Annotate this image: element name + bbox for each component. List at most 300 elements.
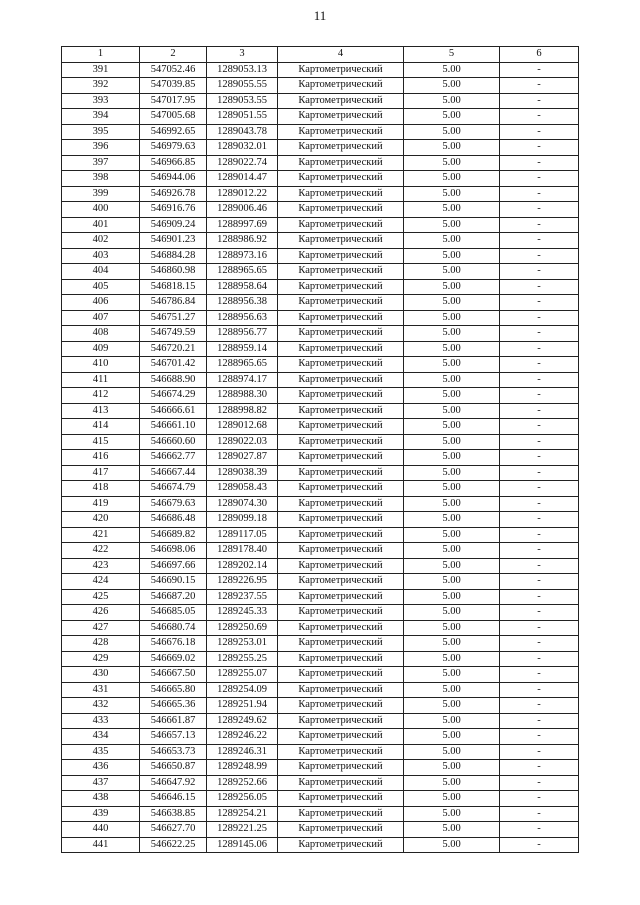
accuracy-cell: 5.00	[404, 93, 500, 109]
note-cell: -	[500, 481, 579, 497]
point-number-cell: 403	[62, 248, 140, 264]
method-cell: Картометрический	[278, 171, 404, 187]
table-row	[62, 729, 579, 745]
x-coordinate-cell: 546786.84	[140, 295, 207, 311]
y-coordinate-cell: 1289178.40	[207, 543, 278, 559]
accuracy-cell: 5.00	[404, 202, 500, 218]
point-number-cell: 402	[62, 233, 140, 249]
note-cell: -	[500, 186, 579, 202]
table-row	[62, 760, 579, 776]
table-row	[62, 589, 579, 605]
y-coordinate-cell: 1289027.87	[207, 450, 278, 466]
x-coordinate-cell: 546657.13	[140, 729, 207, 745]
method-cell: Картометрический	[278, 450, 404, 466]
accuracy-cell: 5.00	[404, 651, 500, 667]
note-cell: -	[500, 434, 579, 450]
point-number-cell: 401	[62, 217, 140, 233]
y-coordinate-cell: 1289074.30	[207, 496, 278, 512]
note-cell: -	[500, 620, 579, 636]
x-coordinate-cell: 546667.44	[140, 465, 207, 481]
method-cell: Картометрический	[278, 713, 404, 729]
x-coordinate-cell: 546749.59	[140, 326, 207, 342]
table-row	[62, 667, 579, 683]
point-number-cell: 433	[62, 713, 140, 729]
y-coordinate-cell: 1289053.13	[207, 62, 278, 78]
method-cell: Картометрический	[278, 729, 404, 745]
table-row	[62, 341, 579, 357]
point-number-cell: 430	[62, 667, 140, 683]
table-row	[62, 403, 579, 419]
y-coordinate-cell: 1289254.21	[207, 806, 278, 822]
accuracy-cell: 5.00	[404, 667, 500, 683]
method-cell: Картометрический	[278, 357, 404, 373]
accuracy-cell: 5.00	[404, 527, 500, 543]
x-coordinate-cell: 546751.27	[140, 310, 207, 326]
accuracy-cell: 5.00	[404, 682, 500, 698]
y-coordinate-cell: 1288956.77	[207, 326, 278, 342]
table-body	[62, 62, 579, 853]
note-cell: -	[500, 450, 579, 466]
table-row	[62, 372, 579, 388]
y-coordinate-cell: 1288958.64	[207, 279, 278, 295]
table-row	[62, 279, 579, 295]
method-cell: Картометрический	[278, 543, 404, 559]
note-cell: -	[500, 527, 579, 543]
table-row	[62, 682, 579, 698]
point-number-cell: 416	[62, 450, 140, 466]
note-cell: -	[500, 543, 579, 559]
note-cell: -	[500, 605, 579, 621]
method-cell: Картометрический	[278, 589, 404, 605]
x-coordinate-cell: 546685.05	[140, 605, 207, 621]
x-coordinate-cell: 546676.18	[140, 636, 207, 652]
table-row	[62, 744, 579, 760]
point-number-cell: 404	[62, 264, 140, 280]
y-coordinate-cell: 1289250.69	[207, 620, 278, 636]
point-number-cell: 431	[62, 682, 140, 698]
y-coordinate-cell: 1289251.94	[207, 698, 278, 714]
note-cell: -	[500, 682, 579, 698]
y-coordinate-cell: 1289038.39	[207, 465, 278, 481]
point-number-cell: 395	[62, 124, 140, 140]
note-cell: -	[500, 419, 579, 435]
note-cell: -	[500, 496, 579, 512]
y-coordinate-cell: 1288988.30	[207, 388, 278, 404]
method-cell: Картометрический	[278, 744, 404, 760]
table-row	[62, 465, 579, 481]
column-header-2: 2	[140, 47, 207, 63]
table-row	[62, 233, 579, 249]
accuracy-cell: 5.00	[404, 155, 500, 171]
y-coordinate-cell: 1289014.47	[207, 171, 278, 187]
table-row	[62, 357, 579, 373]
accuracy-cell: 5.00	[404, 465, 500, 481]
note-cell: -	[500, 791, 579, 807]
x-coordinate-cell: 546688.90	[140, 372, 207, 388]
point-number-cell: 434	[62, 729, 140, 745]
coordinates-table	[61, 46, 579, 853]
x-coordinate-cell: 546818.15	[140, 279, 207, 295]
table-row	[62, 558, 579, 574]
note-cell: -	[500, 667, 579, 683]
x-coordinate-cell: 546901.23	[140, 233, 207, 249]
point-number-cell: 393	[62, 93, 140, 109]
x-coordinate-cell: 546650.87	[140, 760, 207, 776]
table-header	[62, 47, 579, 63]
method-cell: Картометрический	[278, 124, 404, 140]
note-cell: -	[500, 217, 579, 233]
y-coordinate-cell: 1289099.18	[207, 512, 278, 528]
x-coordinate-cell: 546666.61	[140, 403, 207, 419]
x-coordinate-cell: 546674.29	[140, 388, 207, 404]
point-number-cell: 396	[62, 140, 140, 156]
accuracy-cell: 5.00	[404, 806, 500, 822]
point-number-cell: 399	[62, 186, 140, 202]
accuracy-cell: 5.00	[404, 698, 500, 714]
table-row	[62, 171, 579, 187]
x-coordinate-cell: 546966.85	[140, 155, 207, 171]
table-row	[62, 264, 579, 280]
note-cell: -	[500, 698, 579, 714]
accuracy-cell: 5.00	[404, 543, 500, 559]
accuracy-cell: 5.00	[404, 589, 500, 605]
y-coordinate-cell: 1288986.92	[207, 233, 278, 249]
table-row	[62, 140, 579, 156]
point-number-cell: 426	[62, 605, 140, 621]
note-cell: -	[500, 775, 579, 791]
y-coordinate-cell: 1289249.62	[207, 713, 278, 729]
method-cell: Картометрический	[278, 310, 404, 326]
note-cell: -	[500, 62, 579, 78]
note-cell: -	[500, 651, 579, 667]
y-coordinate-cell: 1289043.78	[207, 124, 278, 140]
point-number-cell: 413	[62, 403, 140, 419]
method-cell: Картометрический	[278, 434, 404, 450]
accuracy-cell: 5.00	[404, 450, 500, 466]
method-cell: Картометрический	[278, 481, 404, 497]
x-coordinate-cell: 546979.63	[140, 140, 207, 156]
table-row	[62, 310, 579, 326]
x-coordinate-cell: 546660.60	[140, 434, 207, 450]
x-coordinate-cell: 546627.70	[140, 822, 207, 838]
point-number-cell: 420	[62, 512, 140, 528]
note-cell: -	[500, 248, 579, 264]
note-cell: -	[500, 822, 579, 838]
table-row	[62, 295, 579, 311]
accuracy-cell: 5.00	[404, 62, 500, 78]
y-coordinate-cell: 1288997.69	[207, 217, 278, 233]
y-coordinate-cell: 1288965.65	[207, 264, 278, 280]
accuracy-cell: 5.00	[404, 264, 500, 280]
table-row	[62, 651, 579, 667]
method-cell: Картометрический	[278, 682, 404, 698]
y-coordinate-cell: 1288956.38	[207, 295, 278, 311]
table-row	[62, 543, 579, 559]
note-cell: -	[500, 109, 579, 125]
method-cell: Картометрический	[278, 512, 404, 528]
table-row	[62, 78, 579, 94]
accuracy-cell: 5.00	[404, 605, 500, 621]
accuracy-cell: 5.00	[404, 310, 500, 326]
x-coordinate-cell: 546661.10	[140, 419, 207, 435]
accuracy-cell: 5.00	[404, 620, 500, 636]
method-cell: Картометрический	[278, 62, 404, 78]
y-coordinate-cell: 1289248.99	[207, 760, 278, 776]
accuracy-cell: 5.00	[404, 744, 500, 760]
y-coordinate-cell: 1289032.01	[207, 140, 278, 156]
accuracy-cell: 5.00	[404, 434, 500, 450]
table-row	[62, 822, 579, 838]
point-number-cell: 441	[62, 837, 140, 853]
x-coordinate-cell: 546697.66	[140, 558, 207, 574]
y-coordinate-cell: 1289012.68	[207, 419, 278, 435]
table-row	[62, 775, 579, 791]
point-number-cell: 424	[62, 574, 140, 590]
method-cell: Картометрический	[278, 465, 404, 481]
point-number-cell: 408	[62, 326, 140, 342]
y-coordinate-cell: 1288965.65	[207, 357, 278, 373]
y-coordinate-cell: 1289226.95	[207, 574, 278, 590]
point-number-cell: 397	[62, 155, 140, 171]
x-coordinate-cell: 547039.85	[140, 78, 207, 94]
note-cell: -	[500, 512, 579, 528]
point-number-cell: 400	[62, 202, 140, 218]
note-cell: -	[500, 233, 579, 249]
point-number-cell: 428	[62, 636, 140, 652]
note-cell: -	[500, 78, 579, 94]
accuracy-cell: 5.00	[404, 171, 500, 187]
note-cell: -	[500, 729, 579, 745]
point-number-cell: 436	[62, 760, 140, 776]
table-row	[62, 837, 579, 853]
table-row	[62, 574, 579, 590]
note-cell: -	[500, 279, 579, 295]
column-header-4: 4	[278, 47, 404, 63]
x-coordinate-cell: 546667.50	[140, 667, 207, 683]
method-cell: Картометрический	[278, 186, 404, 202]
note-cell: -	[500, 264, 579, 280]
x-coordinate-cell: 547017.95	[140, 93, 207, 109]
accuracy-cell: 5.00	[404, 822, 500, 838]
table-row	[62, 388, 579, 404]
y-coordinate-cell: 1289145.06	[207, 837, 278, 853]
note-cell: -	[500, 806, 579, 822]
x-coordinate-cell: 547005.68	[140, 109, 207, 125]
accuracy-cell: 5.00	[404, 295, 500, 311]
note-cell: -	[500, 713, 579, 729]
note-cell: -	[500, 140, 579, 156]
y-coordinate-cell: 1288956.63	[207, 310, 278, 326]
y-coordinate-cell: 1289117.05	[207, 527, 278, 543]
note-cell: -	[500, 93, 579, 109]
accuracy-cell: 5.00	[404, 357, 500, 373]
note-cell: -	[500, 558, 579, 574]
table-row	[62, 620, 579, 636]
note-cell: -	[500, 589, 579, 605]
table-row	[62, 791, 579, 807]
table-row	[62, 62, 579, 78]
table-row	[62, 806, 579, 822]
x-coordinate-cell: 546992.65	[140, 124, 207, 140]
y-coordinate-cell: 1289022.74	[207, 155, 278, 171]
y-coordinate-cell: 1288998.82	[207, 403, 278, 419]
accuracy-cell: 5.00	[404, 419, 500, 435]
point-number-cell: 437	[62, 775, 140, 791]
method-cell: Картометрический	[278, 279, 404, 295]
point-number-cell: 438	[62, 791, 140, 807]
accuracy-cell: 5.00	[404, 326, 500, 342]
x-coordinate-cell: 546944.06	[140, 171, 207, 187]
x-coordinate-cell: 546680.74	[140, 620, 207, 636]
method-cell: Картометрический	[278, 140, 404, 156]
note-cell: -	[500, 310, 579, 326]
accuracy-cell: 5.00	[404, 496, 500, 512]
method-cell: Картометрический	[278, 326, 404, 342]
method-cell: Картометрический	[278, 605, 404, 621]
accuracy-cell: 5.00	[404, 558, 500, 574]
x-coordinate-cell: 546686.48	[140, 512, 207, 528]
method-cell: Картометрический	[278, 651, 404, 667]
point-number-cell: 435	[62, 744, 140, 760]
accuracy-cell: 5.00	[404, 279, 500, 295]
method-cell: Картометрический	[278, 496, 404, 512]
point-number-cell: 423	[62, 558, 140, 574]
point-number-cell: 409	[62, 341, 140, 357]
method-cell: Картометрический	[278, 155, 404, 171]
table-row	[62, 326, 579, 342]
method-cell: Картометрический	[278, 775, 404, 791]
table-row	[62, 698, 579, 714]
table-row	[62, 605, 579, 621]
x-coordinate-cell: 546884.28	[140, 248, 207, 264]
point-number-cell: 419	[62, 496, 140, 512]
x-coordinate-cell: 546665.36	[140, 698, 207, 714]
y-coordinate-cell: 1289256.05	[207, 791, 278, 807]
note-cell: -	[500, 636, 579, 652]
note-cell: -	[500, 574, 579, 590]
note-cell: -	[500, 372, 579, 388]
note-cell: -	[500, 388, 579, 404]
accuracy-cell: 5.00	[404, 109, 500, 125]
point-number-cell: 414	[62, 419, 140, 435]
accuracy-cell: 5.00	[404, 388, 500, 404]
note-cell: -	[500, 202, 579, 218]
accuracy-cell: 5.00	[404, 124, 500, 140]
y-coordinate-cell: 1289202.14	[207, 558, 278, 574]
accuracy-cell: 5.00	[404, 791, 500, 807]
accuracy-cell: 5.00	[404, 760, 500, 776]
point-number-cell: 405	[62, 279, 140, 295]
method-cell: Картометрический	[278, 822, 404, 838]
y-coordinate-cell: 1289055.55	[207, 78, 278, 94]
point-number-cell: 407	[62, 310, 140, 326]
y-coordinate-cell: 1289255.07	[207, 667, 278, 683]
method-cell: Картометрический	[278, 791, 404, 807]
note-cell: -	[500, 326, 579, 342]
note-cell: -	[500, 341, 579, 357]
table-row	[62, 419, 579, 435]
note-cell: -	[500, 295, 579, 311]
method-cell: Картометрический	[278, 388, 404, 404]
method-cell: Картометрический	[278, 620, 404, 636]
y-coordinate-cell: 1289252.66	[207, 775, 278, 791]
column-header-5: 5	[404, 47, 500, 63]
accuracy-cell: 5.00	[404, 775, 500, 791]
y-coordinate-cell: 1289246.22	[207, 729, 278, 745]
note-cell: -	[500, 171, 579, 187]
table-row	[62, 713, 579, 729]
y-coordinate-cell: 1289237.55	[207, 589, 278, 605]
x-coordinate-cell: 546916.76	[140, 202, 207, 218]
y-coordinate-cell: 1289245.33	[207, 605, 278, 621]
column-header-3: 3	[207, 47, 278, 63]
x-coordinate-cell: 546679.63	[140, 496, 207, 512]
x-coordinate-cell: 546646.15	[140, 791, 207, 807]
x-coordinate-cell: 546698.06	[140, 543, 207, 559]
method-cell: Картометрический	[278, 403, 404, 419]
y-coordinate-cell: 1289022.03	[207, 434, 278, 450]
y-coordinate-cell: 1289254.09	[207, 682, 278, 698]
note-cell: -	[500, 760, 579, 776]
y-coordinate-cell: 1289053.55	[207, 93, 278, 109]
point-number-cell: 415	[62, 434, 140, 450]
y-coordinate-cell: 1289246.31	[207, 744, 278, 760]
accuracy-cell: 5.00	[404, 248, 500, 264]
table-row	[62, 512, 579, 528]
x-coordinate-cell: 546720.21	[140, 341, 207, 357]
y-coordinate-cell: 1289253.01	[207, 636, 278, 652]
table-row	[62, 217, 579, 233]
point-number-cell: 421	[62, 527, 140, 543]
point-number-cell: 394	[62, 109, 140, 125]
note-cell: -	[500, 155, 579, 171]
method-cell: Картометрический	[278, 217, 404, 233]
point-number-cell: 398	[62, 171, 140, 187]
x-coordinate-cell: 546701.42	[140, 357, 207, 373]
accuracy-cell: 5.00	[404, 186, 500, 202]
table-row	[62, 481, 579, 497]
x-coordinate-cell: 546689.82	[140, 527, 207, 543]
table-row	[62, 202, 579, 218]
x-coordinate-cell: 546647.92	[140, 775, 207, 791]
accuracy-cell: 5.00	[404, 78, 500, 94]
point-number-cell: 412	[62, 388, 140, 404]
accuracy-cell: 5.00	[404, 372, 500, 388]
accuracy-cell: 5.00	[404, 481, 500, 497]
point-number-cell: 392	[62, 78, 140, 94]
note-cell: -	[500, 465, 579, 481]
table-row	[62, 636, 579, 652]
table-row	[62, 93, 579, 109]
y-coordinate-cell: 1289058.43	[207, 481, 278, 497]
note-cell: -	[500, 357, 579, 373]
method-cell: Картометрический	[278, 419, 404, 435]
y-coordinate-cell: 1289012.22	[207, 186, 278, 202]
note-cell: -	[500, 837, 579, 853]
method-cell: Картометрический	[278, 837, 404, 853]
note-cell: -	[500, 124, 579, 140]
point-number-cell: 432	[62, 698, 140, 714]
accuracy-cell: 5.00	[404, 713, 500, 729]
x-coordinate-cell: 546687.20	[140, 589, 207, 605]
point-number-cell: 410	[62, 357, 140, 373]
point-number-cell: 427	[62, 620, 140, 636]
x-coordinate-cell: 546665.80	[140, 682, 207, 698]
method-cell: Картометрический	[278, 109, 404, 125]
table-row	[62, 124, 579, 140]
table-row	[62, 186, 579, 202]
method-cell: Картометрический	[278, 527, 404, 543]
